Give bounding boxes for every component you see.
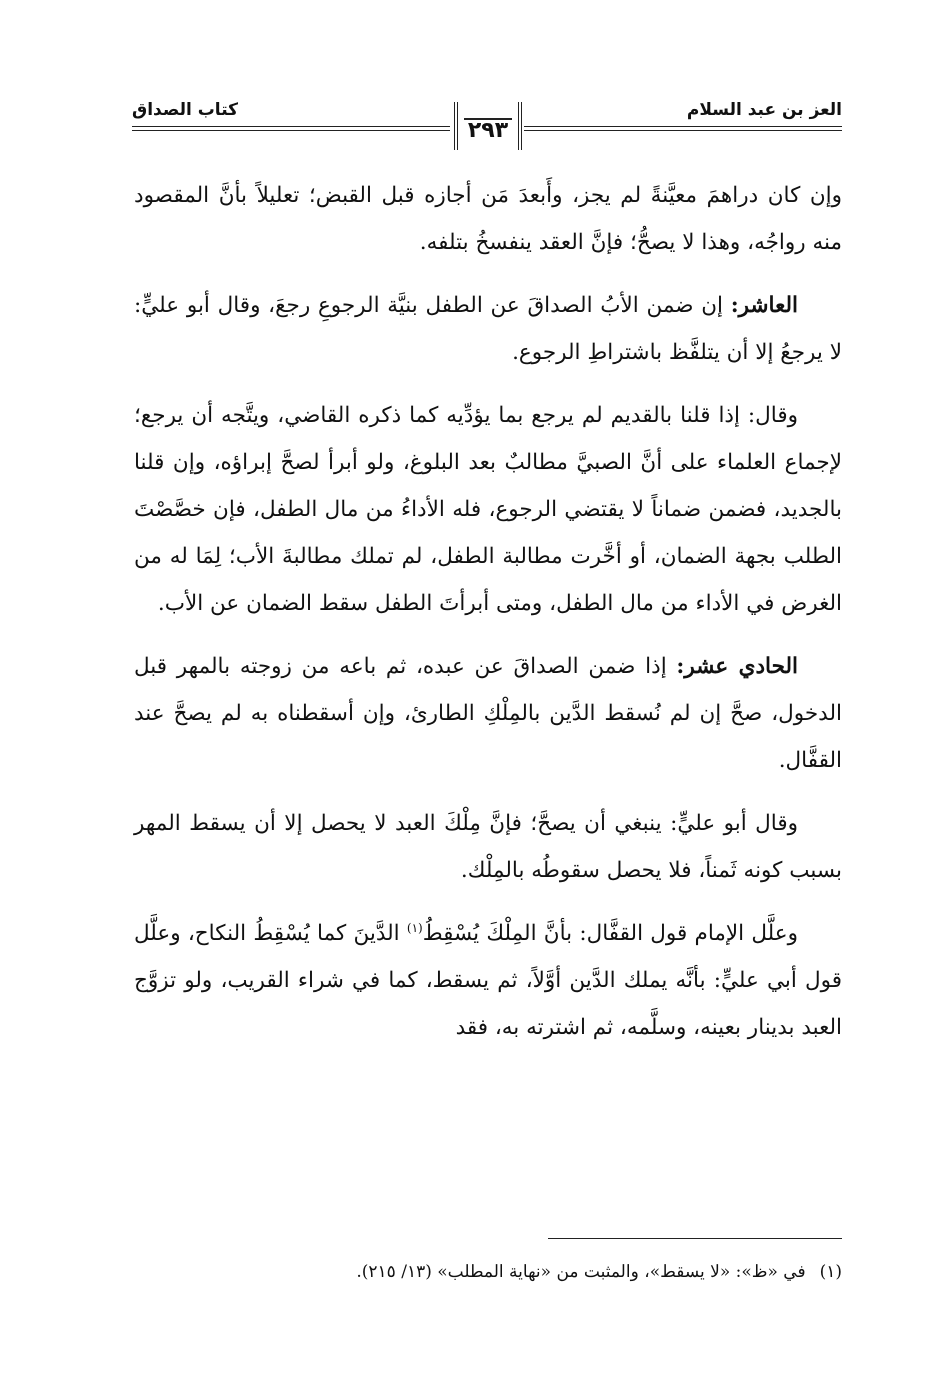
paragraph-2-heading: العاشر: <box>730 293 798 318</box>
paragraph-1: وإن كان دراهمَ معيَّنةً لم يجز، وأَبعدَ مَن أجازه قبل القبض؛ تعليلاً بأنَّ المقصود منه رواجُه، وهذا لا يصحُّ؛ فإنَّ العقد ينفسخُ بتلفه. <box>134 183 842 255</box>
paragraph-4 <box>134 643 842 784</box>
paragraph-3: وقال: إذا قلنا بالقديم لم يرجع بما يؤدِّيه كما ذكره القاضي، ويتَّجه أن يرجع؛ لإجماع العلماء على أنَّ الصبيَّ مطالبٌ بعد البلوغ، ولو أبرأ لصحَّ إبراؤه، وإن قلنا بالجديد، فضمن ضماناً لا يقتضي الرجوع، فله الأداءُ من مال الطفل، فإن خصَّصْتَ الطلب بجهة الضمان، أو أخَّرت مطالبة الطفل، لم تملك مطالبةَ الأب؛ لِمَا له من الغرض في الأداء من مال الطفل، ومتى أبرأتَ الطفل سقط الضمان عن الأب. <box>134 403 842 616</box>
header-author: العز بن عبد السلام <box>686 100 842 120</box>
paragraph-2-text: إن ضمن الأبُ الصداقَ عن الطفل بنيَّة الرجوعِ رجعَ، وقال أبو عليٍّ: لا يرجعُ إلا أن يتلفَّظ باشتراطِ الرجوع. <box>134 293 842 365</box>
page-number-box <box>454 102 522 150</box>
footnote <box>134 1258 842 1286</box>
paragraph-6-text-b: الدَّينَ كما يُسْقِطُ النكاح، وعلَّل قول أبي عليٍّ: بأنَّه يملك الدَّين أوَّلاً، ثم يسقط، كما في شراء القريب، ولو تزوَّج العبد بدينار بعينه، وسلَّمه، ثم اشترته به، فقد <box>134 921 842 1040</box>
page-number-box-rule <box>464 118 512 120</box>
footnote-reference: (١) <box>406 920 423 935</box>
page-number: ٢٩٣ <box>467 118 509 143</box>
main-text <box>134 172 842 1067</box>
footnote-text: في «ظ»: «لا يسقط»، والمثبت من «نهاية المطلب» (١٣/ ٢١٥). <box>356 1262 806 1282</box>
header-rule-left <box>132 126 450 131</box>
footnote-separator <box>548 1238 842 1239</box>
paragraph-4-heading: الحادي عشر: <box>676 654 798 679</box>
paragraph-6-text-a: وعلَّل الإمام قول القفَّال: بأنَّ المِلْكَ يُسْقِطُ <box>422 921 798 946</box>
paragraph-5: وقال أبو عليٍّ: ينبغي أن يصحَّ؛ فإنَّ مِلْكَ العبد لا يحصل إلا أن يسقط المهر بسبب كونه ثَمناً، فلا يحصل سقوطُه بالمِلْك. <box>134 811 842 883</box>
paragraph-2 <box>134 282 842 376</box>
header-book-title: كتاب الصداق <box>132 100 239 120</box>
running-header <box>132 98 842 158</box>
header-rule-right <box>524 126 842 131</box>
paragraph-4-text: إذا ضمن الصداقَ عن عبده، ثم باعه من زوجته بالمهر قبل الدخول، صحَّ إن لم نُسقط الدَّين بالمِلْكِ الطارئ، وإن أسقطناه به لم يصحَّ عند القفَّال. <box>134 654 842 773</box>
footnote-mark: (١) <box>819 1262 842 1282</box>
paragraph-6 <box>134 910 842 1051</box>
